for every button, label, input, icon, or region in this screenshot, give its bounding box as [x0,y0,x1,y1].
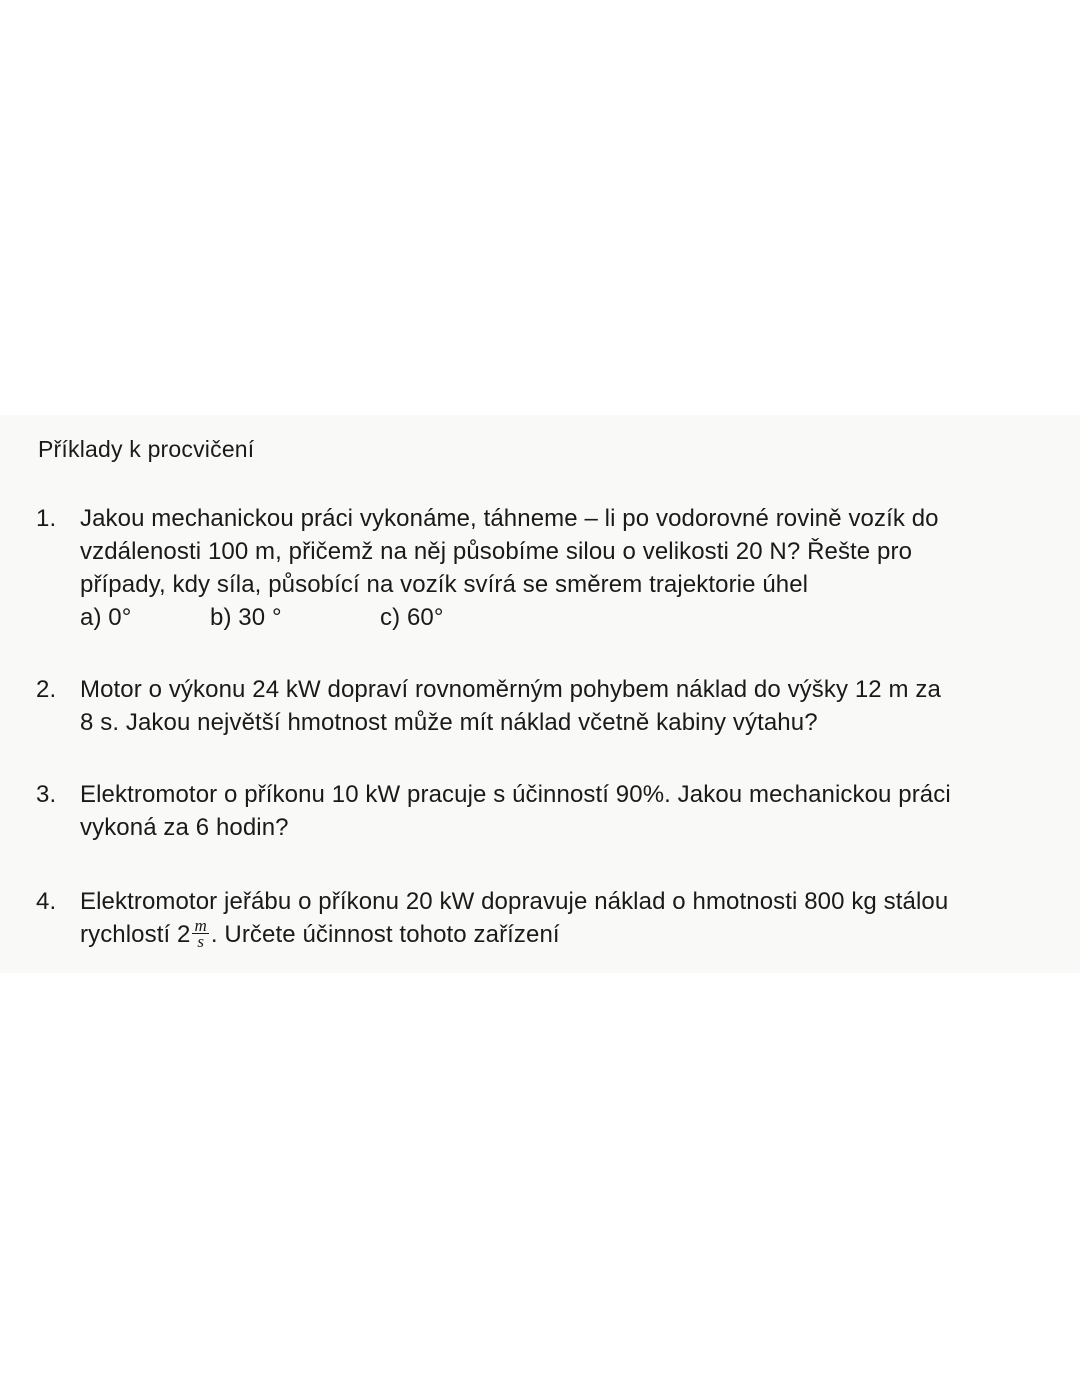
speed-suffix: . Určete účinnost tohoto zařízení [210,921,560,948]
task-text-line: 8 s. Jakou největší hmotnost může mít náklad včetně kabiny výtahu? [80,709,818,736]
task-text-line: Elektromotor o příkonu 10 kW pracuje s účinností 90%. Jakou mechanickou práci [80,781,951,808]
page-title: Příklady k procvičení [38,436,255,462]
unit-fraction [192,916,208,952]
task-text-line: Motor o výkonu 24 kW dopraví rovnoměrným pohybem náklad do výšky 12 m za [80,676,941,703]
task-text-line: Elektromotor jeřábu o příkonu 20 kW dopravuje náklad o hmotnosti 800 kg stálou [80,888,949,915]
task-4 [36,885,948,951]
task-number: 2. [36,676,57,703]
option-c: c) 60° [380,604,444,631]
task-text-line: případy, kdy síla, působící na vozík svírá se směrem trajektorie úhel [80,571,809,598]
task-number: 4. [36,888,57,915]
angle-options [80,601,939,634]
task-number: 3. [36,781,57,808]
speed-prefix: rychlostí 2 [80,921,191,948]
task-1 [36,502,939,634]
option-a: a) 0° [80,604,132,631]
task-3 [36,778,951,844]
task-text-line-with-unit [80,918,948,951]
task-number: 1. [36,505,57,532]
task-2 [36,673,941,739]
unit-numerator: m [194,916,207,936]
task-text-line: Jakou mechanickou práci vykonáme, táhneme – li po vodorovné rovině vozík do [80,505,939,532]
option-b: b) 30 ° [210,604,282,631]
unit-denominator: s [197,932,205,952]
task-text-line: vykoná za 6 hodin? [80,814,289,841]
task-text-line: vzdálenosti 100 m, přičemž na něj působíme silou o velikosti 20 N? Řešte pro [80,538,913,565]
